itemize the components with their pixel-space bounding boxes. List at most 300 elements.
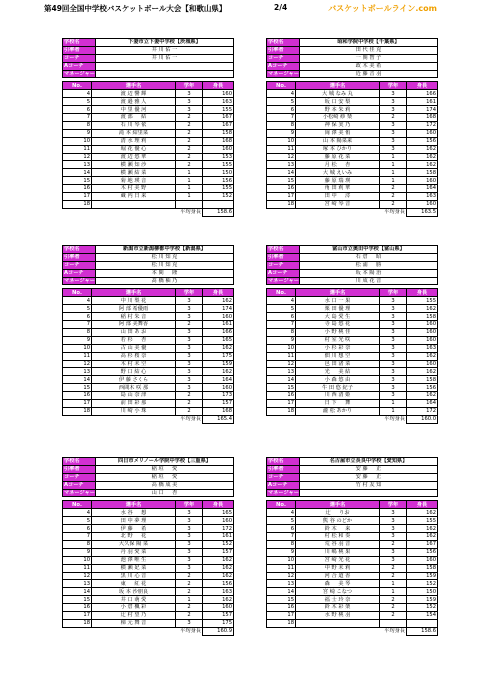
player-height: 160: [407, 556, 438, 564]
assistant-coach-name: 竹 村 友 知: [300, 481, 438, 489]
player-grade: 3: [380, 344, 407, 352]
coach-label: コーチ: [63, 261, 96, 269]
player-height: 165: [203, 509, 234, 517]
player-height: 162: [407, 533, 438, 541]
average-label: 平均身長: [384, 209, 405, 216]
player-row: [267, 145, 438, 153]
player-row: [63, 177, 234, 185]
player-name: 村 松 和 奏: [296, 533, 380, 541]
player-row: [63, 321, 234, 329]
player-number: 8: [267, 329, 296, 337]
no-header: No.: [63, 82, 92, 90]
player-row: [267, 376, 438, 384]
player-name: 横 瀬 知 沙: [92, 161, 176, 169]
player-grade: 2: [176, 580, 203, 588]
player-height: 175: [203, 619, 234, 627]
player-height: 162: [407, 392, 438, 400]
player-name: 栗 田 優 理: [296, 305, 380, 313]
player-name: 清 水 理 莉: [92, 137, 176, 145]
player-row: [267, 161, 438, 169]
coach-label: コーチ: [63, 473, 96, 481]
team-info-table: [62, 457, 234, 497]
player-name: 堀 花 優 心: [92, 145, 176, 153]
coach-name: 井 川 佑 一: [96, 54, 234, 62]
player-grade: 1: [176, 177, 203, 185]
player-header: 選手名: [92, 82, 176, 90]
coach-label: コーチ: [63, 54, 96, 62]
player-row: [63, 548, 234, 556]
team-info-row: [267, 458, 438, 466]
player-number: 10: [63, 344, 92, 352]
player-grade: 3: [380, 376, 407, 384]
player-grade: 2: [176, 145, 203, 153]
average-height: 163.5: [407, 208, 438, 216]
player-grade: 2: [176, 400, 203, 408]
acoach-label: Aコーチ: [63, 62, 96, 70]
acoach-label: Aコーチ: [63, 269, 96, 277]
manager-label: マネージャー: [268, 70, 299, 77]
player-number: 12: [267, 153, 296, 161]
player-row: [63, 517, 234, 525]
player-name: 池 澤 唯 生: [92, 556, 176, 564]
player-grade: 3: [380, 106, 407, 114]
player-height: 155: [407, 297, 438, 305]
player-grade: 2: [380, 541, 407, 549]
player-height: 162: [203, 344, 234, 352]
player-name: 川 崎 小 珠: [92, 407, 176, 415]
player-name: 瀧 松 あかり: [296, 407, 380, 415]
player-number: 11: [63, 352, 92, 360]
player-number: 8: [267, 541, 296, 549]
director-label: 引率者: [63, 253, 96, 261]
team-info-row: [63, 481, 234, 489]
director-label: 引率者: [267, 46, 300, 54]
player-name: 横 瀬 結 菜: [92, 169, 176, 177]
player-grade: 1: [176, 185, 203, 193]
player-name: 大 城 なみ 丸: [296, 90, 380, 98]
player-grade: 3: [176, 336, 203, 344]
player-row: [63, 344, 234, 352]
school-label: 学校名: [267, 458, 300, 466]
player-name: 井 口 萌 愛: [92, 596, 176, 604]
player-number: 4: [63, 297, 92, 305]
manager-name: [96, 70, 234, 78]
average-label: 平均身長: [384, 416, 405, 423]
player-name: 小松崎 紗 楽: [296, 114, 380, 122]
player-grade: 3: [380, 137, 407, 145]
team-info-row: [267, 39, 438, 47]
player-number: 9: [63, 548, 92, 556]
player-grade: 3: [176, 384, 203, 392]
player-row: [63, 137, 234, 145]
player-header: 選手名: [296, 501, 380, 509]
player-row: [63, 541, 234, 549]
average-row: [63, 208, 234, 216]
manager-label: マネージャー: [64, 489, 95, 496]
player-grade: 2: [380, 114, 407, 122]
player-grade: 3: [176, 305, 203, 313]
page-header: [44, 3, 437, 15]
manager-label: マネージャー: [268, 489, 299, 496]
player-grade: 3: [176, 352, 203, 360]
player-row: [63, 193, 234, 201]
player-height: 156: [407, 548, 438, 556]
player-name: 光 美 結: [296, 368, 380, 376]
player-grade: 2: [176, 137, 203, 145]
team-block: [266, 245, 438, 424]
player-row: [63, 161, 234, 169]
team-info-row: [63, 489, 234, 497]
player-height: 161: [407, 98, 438, 106]
player-row: [267, 297, 438, 305]
school-name: 新潟市立新潟柳都中学校【新潟県】: [96, 246, 234, 254]
player-row: [63, 305, 234, 313]
team-info-row: [63, 39, 234, 47]
director-name: 石 倉 昭: [300, 253, 438, 261]
player-number: 6: [63, 106, 92, 114]
player-height: 175: [203, 352, 234, 360]
player-height: 160: [203, 604, 234, 612]
player-height: 162: [407, 161, 438, 169]
player-name: 藤 原 花 菜: [296, 153, 380, 161]
player-grade: 2: [176, 321, 203, 329]
assistant-coach-name: [96, 62, 234, 70]
player-row: [267, 588, 438, 596]
player-name: 渡 部 結: [92, 114, 176, 122]
player-grade: 1: [380, 407, 407, 415]
player-number: 13: [63, 161, 92, 169]
team-info-row: [267, 70, 438, 78]
player-row: [63, 90, 234, 98]
player-row: [63, 400, 234, 408]
player-number: 9: [63, 129, 92, 137]
player-height: 165: [203, 336, 234, 344]
player-height: 162: [407, 368, 438, 376]
player-grade: 3: [380, 392, 407, 400]
player-height: 162: [407, 153, 438, 161]
team-info-row: [267, 54, 438, 62]
player-name: 川 西 清 姫: [296, 392, 380, 400]
player-height: 155: [203, 185, 234, 193]
player-row: [267, 604, 438, 612]
team-info-table: [266, 245, 438, 285]
player-number: 4: [267, 90, 296, 98]
player-grade: 2: [176, 612, 203, 620]
player-row: [267, 564, 438, 572]
player-number: 17: [63, 400, 92, 408]
manager-name: 髙 橋 柚 乃: [96, 277, 234, 285]
player-name: 渡 辺 響 輝: [92, 90, 176, 98]
player-name: 渡 邉 雅 人: [92, 98, 176, 106]
player-number: 5: [267, 98, 296, 106]
player-grade: 3: [380, 509, 407, 517]
player-number: 15: [267, 177, 296, 185]
player-height: 163: [407, 344, 438, 352]
player-height: 162: [203, 368, 234, 376]
player-number: 9: [63, 336, 92, 344]
player-number: 17: [267, 400, 296, 408]
team-info-row: [63, 473, 234, 481]
player-number: 10: [267, 344, 296, 352]
player-row: [63, 297, 234, 305]
player-height: 166: [407, 90, 438, 98]
player-row: [267, 137, 438, 145]
player-row: [267, 392, 438, 400]
player-number: 7: [63, 321, 92, 329]
player-row: [267, 548, 438, 556]
player-grade: 1: [380, 588, 407, 596]
player-row: [267, 400, 438, 408]
player-height: 164: [203, 376, 234, 384]
coach-name: 松 川 知 克: [96, 261, 234, 269]
player-height: [407, 619, 438, 627]
player-grade: 1: [380, 177, 407, 185]
player-height: 166: [203, 329, 234, 337]
height-header: 身長: [407, 501, 438, 509]
player-header: 選手名: [92, 501, 176, 509]
player-number: 13: [267, 368, 296, 376]
player-height: 160: [407, 336, 438, 344]
player-height: 150: [203, 169, 234, 177]
coach-label: コーチ: [267, 261, 300, 269]
player-height: 157: [203, 400, 234, 408]
player-number: 11: [63, 145, 92, 153]
player-row: [63, 525, 234, 533]
player-name: 神 保 実 乃: [296, 122, 380, 130]
player-table-header: [63, 501, 234, 509]
director-label: 引率者: [267, 253, 300, 261]
player-grade: 2: [380, 572, 407, 580]
player-number: 16: [63, 185, 92, 193]
player-height: 160: [407, 321, 438, 329]
player-grade: 2: [176, 122, 203, 130]
player-row: [267, 114, 438, 122]
manager-name: 川 成 花 音: [300, 277, 438, 285]
player-name: 黒 川 心 音: [92, 572, 176, 580]
player-table: [266, 500, 438, 635]
player-grade: 2: [380, 612, 407, 620]
player-row: [63, 376, 234, 384]
player-grade: 3: [380, 517, 407, 525]
team-info-table: [266, 38, 438, 78]
player-number: 7: [63, 114, 92, 122]
player-name: 石 川 琴 依: [92, 122, 176, 130]
player-number: 13: [63, 580, 92, 588]
school-name: 下妻市立下妻中学校【茨城県】: [96, 39, 234, 47]
player-height: 162: [407, 305, 438, 313]
player-height: [203, 200, 234, 208]
team-info-row: [63, 269, 234, 277]
height-header: 身長: [203, 289, 234, 297]
player-number: 17: [63, 612, 92, 620]
player-grade: 3: [176, 556, 203, 564]
player-name: 藤 原 瑞 瑛: [296, 177, 380, 185]
player-grade: 2: [176, 392, 203, 400]
player-grade: 3: [176, 297, 203, 305]
player-name: 木 村 美 野: [92, 185, 176, 193]
player-number: 14: [63, 588, 92, 596]
player-number: 18: [267, 619, 296, 627]
no-header: No.: [63, 501, 92, 509]
player-name: 福 士 玲 奈: [296, 596, 380, 604]
player-row: [63, 106, 234, 114]
manager-label: マネージャー: [64, 277, 95, 284]
player-number: 10: [63, 556, 92, 564]
player-name: 蔵 内 日 来: [92, 193, 176, 201]
player-number: 7: [267, 114, 296, 122]
team-info-row: [267, 46, 438, 54]
player-header: 選手名: [296, 82, 380, 90]
player-height: 167: [203, 114, 234, 122]
player-row: [63, 596, 234, 604]
player-number: 15: [267, 596, 296, 604]
player-number: 18: [267, 407, 296, 415]
team-info-row: [267, 261, 438, 269]
director-label: 引率者: [63, 465, 96, 473]
player-name: 角 田 莉 華: [296, 185, 380, 193]
player-name: 熊 谷 のどか: [296, 517, 380, 525]
player-height: 158: [407, 313, 438, 321]
school-label: 学校名: [267, 39, 300, 47]
player-grade: 3: [380, 321, 407, 329]
player-number: 10: [267, 137, 296, 145]
player-row: [267, 344, 438, 352]
director-name: 安 藤 正: [300, 465, 438, 473]
player-number: 6: [267, 106, 296, 114]
player-name: 田 中 夢 理: [92, 517, 176, 525]
team-info-row: [267, 473, 438, 481]
player-name: 鈴 木 彩 楽: [296, 604, 380, 612]
average-height: 165.4: [203, 415, 234, 423]
player-name: 若 杉 杏: [92, 336, 176, 344]
grade-header: 学年: [176, 501, 203, 509]
player-grade: 3: [176, 368, 203, 376]
player-height: 156: [407, 137, 438, 145]
school-label: 学校名: [267, 246, 300, 254]
player-grade: 3: [380, 129, 407, 137]
player-name: 水 口 一 果: [296, 297, 380, 305]
player-number: 17: [267, 612, 296, 620]
player-height: 162: [407, 352, 438, 360]
player-height: 162: [407, 525, 438, 533]
player-grade: 1: [176, 193, 203, 201]
player-height: 158: [203, 129, 234, 137]
player-row: [63, 368, 234, 376]
player-header: 選手名: [92, 289, 176, 297]
player-grade: 3: [176, 533, 203, 541]
player-name: 木 村 未 空: [92, 360, 176, 368]
player-row: [267, 580, 438, 588]
player-grade: 3: [380, 384, 407, 392]
player-height: 162: [203, 596, 234, 604]
player-grade: 3: [176, 525, 203, 533]
player-grade: 2: [380, 200, 407, 208]
average-height: 158.6: [203, 208, 234, 216]
player-number: 16: [63, 392, 92, 400]
player-row: [63, 185, 234, 193]
team-block: [266, 457, 438, 636]
player-number: 7: [267, 533, 296, 541]
player-grade: 2: [380, 604, 407, 612]
player-number: 5: [63, 517, 92, 525]
player-name: 山 本 陽菜来: [296, 137, 380, 145]
player-row: [63, 360, 234, 368]
player-height: 161: [203, 321, 234, 329]
player-grade: 3: [380, 368, 407, 376]
player-grade: 2: [176, 129, 203, 137]
player-height: 163: [203, 98, 234, 106]
player-grade: 3: [380, 122, 407, 130]
player-table: [62, 288, 234, 423]
player-grade: 1: [380, 161, 407, 169]
player-name: 田 中 澪: [296, 193, 380, 201]
team-info-table: [266, 457, 438, 497]
player-row: [63, 114, 234, 122]
team-info-row: [267, 489, 438, 497]
manager-name: [300, 489, 438, 497]
player-grade: 2: [380, 564, 407, 572]
player-number: 12: [63, 572, 92, 580]
player-row: [267, 313, 438, 321]
player-number: 11: [267, 352, 296, 360]
player-number: 14: [267, 588, 296, 596]
team-info-row: [267, 269, 438, 277]
player-grade: 2: [176, 572, 203, 580]
player-number: 15: [267, 384, 296, 392]
player-height: 160: [203, 313, 234, 321]
player-name: 坂 本 沙朋良: [92, 588, 176, 596]
grade-header: 学年: [380, 501, 407, 509]
player-height: 158: [407, 376, 438, 384]
director-name: 井 川 佑 一: [96, 46, 234, 54]
player-height: 156: [203, 580, 234, 588]
player-number: 17: [63, 193, 92, 201]
player-row: [267, 169, 438, 177]
player-height: 157: [203, 612, 234, 620]
player-height: 163: [407, 193, 438, 201]
player-grade: 3: [380, 98, 407, 106]
player-row: [63, 588, 234, 596]
acoach-label: Aコーチ: [267, 481, 300, 489]
school-name: 名古屋市立長良中学校【愛知県】: [300, 458, 438, 466]
player-grade: 2: [380, 596, 407, 604]
player-number: 18: [63, 407, 92, 415]
player-height: 152: [203, 193, 234, 201]
player-height: 156: [203, 177, 234, 185]
school-label: 学校名: [63, 458, 96, 466]
director-label: 引率者: [63, 46, 96, 54]
player-height: 164: [407, 185, 438, 193]
player-grade: 3: [380, 90, 407, 98]
player-name: 西間木 咲 那: [92, 384, 176, 392]
player-grade: 3: [176, 517, 203, 525]
player-height: 155: [203, 106, 234, 114]
player-row: [267, 517, 438, 525]
acoach-label: Aコーチ: [267, 269, 300, 277]
player-grade: 2: [176, 153, 203, 161]
average-label: 平均身長: [180, 416, 201, 423]
player-name: 滝 本 結里菜: [92, 129, 176, 137]
player-height: 174: [407, 106, 438, 114]
player-number: 10: [63, 137, 92, 145]
player-row: [267, 541, 438, 549]
player-name: 鈴 木 来: [296, 525, 380, 533]
player-row: [267, 384, 438, 392]
team-info-row: [63, 246, 234, 254]
player-height: 163: [203, 588, 234, 596]
height-header: 身長: [407, 82, 438, 90]
player-table: [62, 500, 234, 635]
